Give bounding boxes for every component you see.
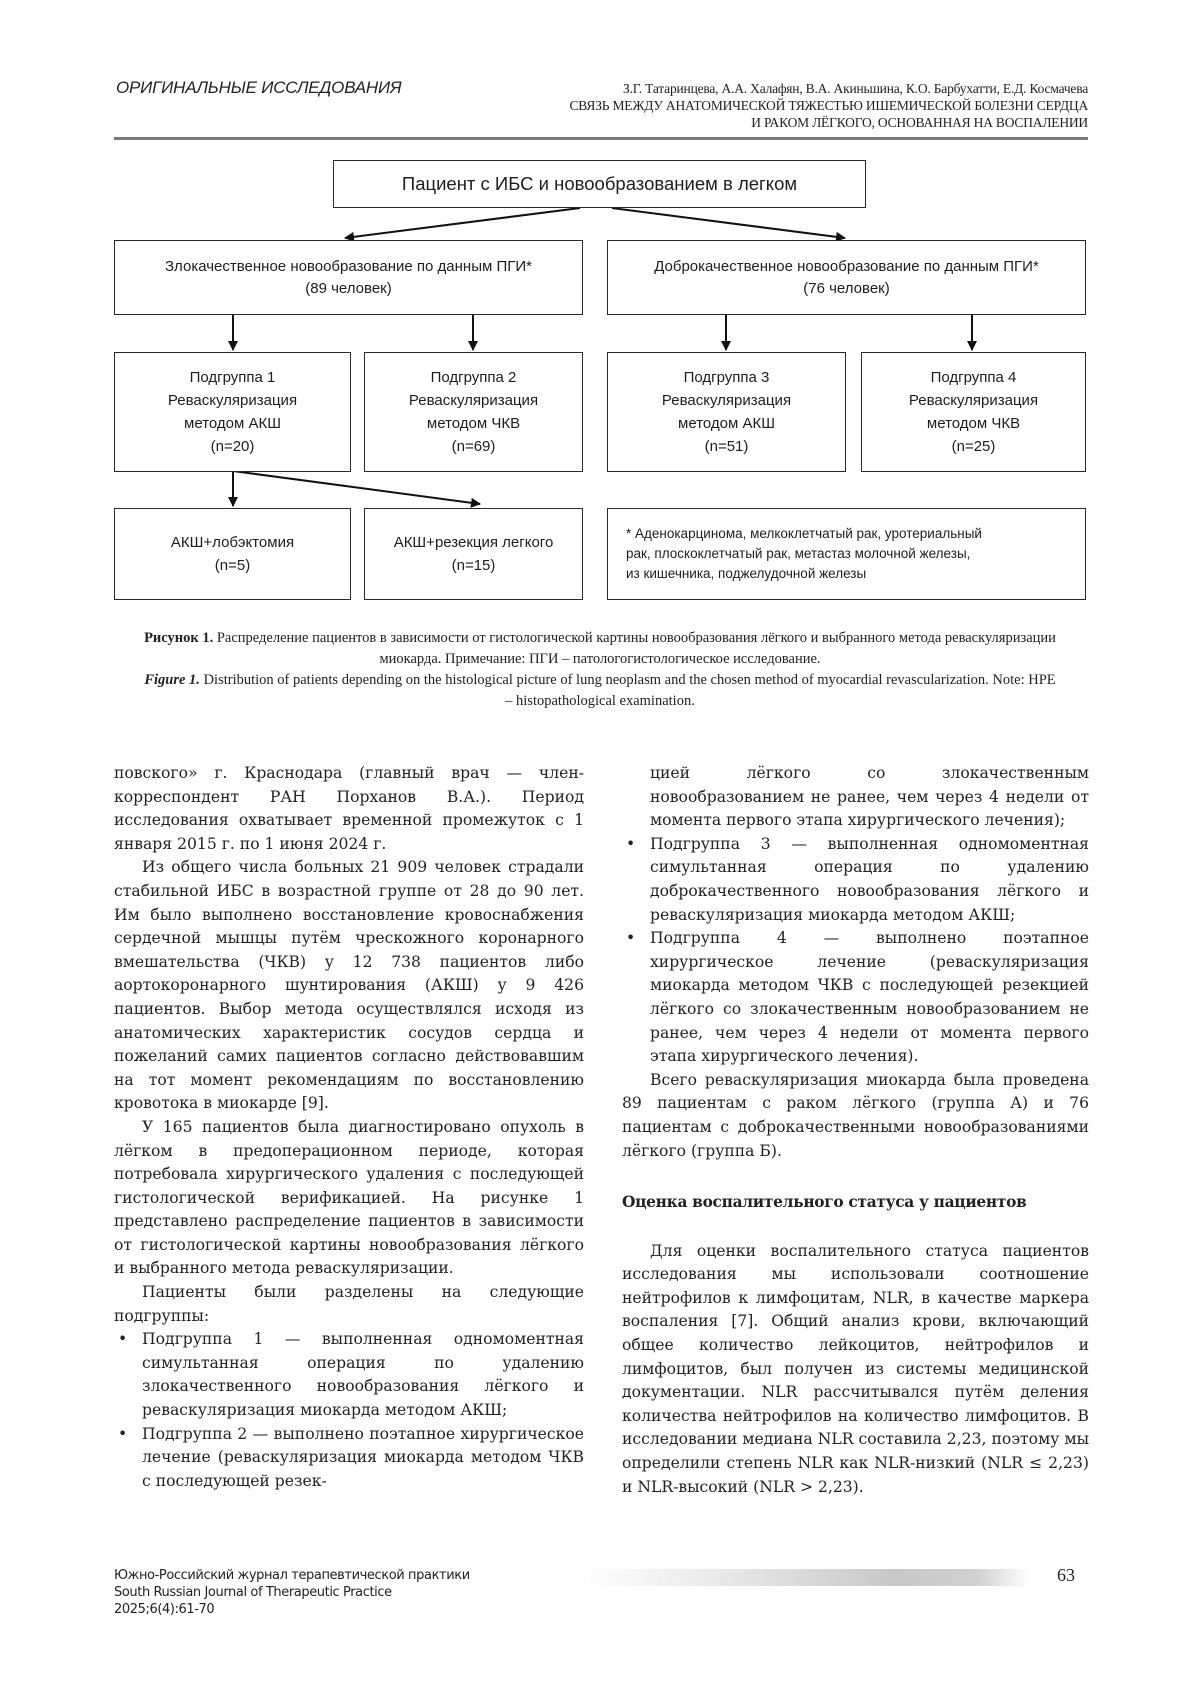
- section-label: ОРИГИНАЛЬНЫЕ ИССЛЕДОВАНИЯ: [116, 78, 402, 97]
- list-item: • Подгруппа 4 — выполнено поэтапное хирургическое лечение (реваскуляризация миокарда методом ЧКВ с последующей резекцией лёгкого со злокачественным новообразованием не ранее, чем через 4 недели от момента первого этапа хирургического лечения).: [622, 927, 1089, 1069]
- subgroup-revasc: Реваскуляризация: [661, 392, 792, 409]
- list-item-continuation: цией лёгкого со злокачественным новообразованием не ранее, чем через 4 недели от момента первого этапа хирургического лечения);: [650, 764, 1089, 830]
- benign-box: [607, 240, 1086, 315]
- running-header: [569, 80, 1088, 131]
- subgroup-method: методом ЧКВ: [926, 415, 1021, 432]
- paragraph: Из общего числа больных 21 909 человек страдали стабильной ИБС в возрастной группе от 28 до 90 лет. Им было выполнено восстановление кровоснабжения сердечной мышцы путём чрескожного коронарного вмешательства (ЧКВ) у 12 738 пациентов либо аортокоронарного шунтирования (АКШ) у 9 426 пациентов. Выбор метода осуществлялся исходя из анатомических характеристик сосудов сердца и пожеланий самих пациентов согласно действовавшим на тот момент рекомендациям по восстановлению кровотока в миокарде [9].: [114, 858, 584, 1113]
- arrow-root-to-benign: [612, 208, 845, 238]
- subgroup-n: (n=69): [451, 438, 496, 455]
- resection-box: [364, 508, 583, 600]
- procedure-n: (n=15): [451, 557, 496, 574]
- subgroup-method: методом АКШ: [184, 415, 281, 432]
- journal-citation: 2025;6(4):61-70: [114, 1602, 215, 1617]
- subgroup-list: [114, 1328, 584, 1493]
- footer-gradient-bar: [580, 1569, 1030, 1586]
- journal-name-en: South Russian Journal of Therapeutic Practice: [114, 1585, 392, 1600]
- flowchart-root-box: [333, 160, 866, 208]
- header-authors: З.Г. Татаринцева, А.А. Халафян, В.А. Акиньшина, К.О. Барбухатти, Е.Д. Космачева: [622, 81, 1088, 96]
- header-title-line1: СВЯЗЬ МЕЖДУ АНАТОМИЧЕСКОЙ ТЯЖЕСТЬЮ ИШЕМИЧЕСКОЙ БОЛЕЗНИ СЕРДЦА: [569, 98, 1088, 113]
- section-heading: Оценка воспалительного статуса у пациентов: [622, 1193, 1027, 1212]
- paragraph: Пациенты были разделены на следующие подгруппы:: [114, 1283, 584, 1325]
- subgroup-revasc: Реваскуляризация: [408, 392, 539, 409]
- list-item: • Подгруппа 2 — выполнено поэтапное хирургическое лечение (реваскуляризация миокарда методом ЧКВ с последующей резек-: [114, 1423, 584, 1494]
- subgroup-name: Подгруппа 3: [683, 369, 770, 386]
- subgroup-4-box: [861, 352, 1086, 472]
- footnote-line: * Аденокарцинома, мелкоклетчатый рак, уротериальный: [626, 526, 982, 541]
- lobectomy-box: [114, 508, 351, 600]
- header-divider: [114, 137, 1088, 140]
- subgroup-name: Подгруппа 1: [189, 369, 276, 386]
- subgroup-1-box: [114, 352, 351, 472]
- body-column-left: [114, 762, 584, 1493]
- paragraph: Всего реваскуляризация миокарда была проведена 89 пациентам с раком лёгкого (группа А) и 76 пациентам с доброкачественными новообразованиями лёгкого (группа Б).: [622, 1070, 1089, 1160]
- caption-ru-label: Рисунок 1.: [144, 630, 214, 646]
- procedure-label: АКШ+лобэктомия: [170, 534, 295, 551]
- list-item: • Подгруппа 3 — выполненная одномоментная симультанная операция по удалению доброкачественного новообразования лёгкого и реваскуляризация миокарда методом АКШ;: [622, 833, 1089, 927]
- benign-count: (76 человек): [803, 279, 890, 297]
- list-item: • Подгруппа 1 — выполненная одномоментная симультанная операция по удалению злокачественного новообразования лёгкого и реваскуляризация миокарда методом АКШ;: [114, 1328, 584, 1422]
- journal-name-ru: Южно-Российский журнал терапевтической практики: [114, 1568, 470, 1583]
- footnote-line: рак, плоскоклетчатый рак, метастаз молочной железы,: [626, 546, 971, 561]
- caption-en-text: Distribution of patients depending on the histological picture of lung neoplasm and the chosen method of myocardial revascularization. Note: HPE – histopathological examination.: [199, 672, 1056, 709]
- caption-en: [140, 670, 1060, 712]
- arrow-root-to-malignant: [345, 208, 580, 238]
- malignant-box: [114, 240, 583, 315]
- page-number: 63: [1057, 1565, 1075, 1585]
- figure-caption: [140, 628, 1060, 712]
- subgroup-n: (n=51): [704, 438, 749, 455]
- subgroup-n: (n=20): [210, 438, 255, 455]
- root-label: Пациент с ИБС и новообразованием в легком: [401, 173, 798, 194]
- body-column-right: [622, 762, 1089, 1499]
- footer-journal: [114, 1567, 470, 1618]
- subgroup-revasc: Реваскуляризация: [167, 392, 298, 409]
- procedure-n: (n=5): [214, 557, 251, 574]
- header-title-line2: И РАКОМ ЛЁГКОГО, ОСНОВАННАЯ НА ВОСПАЛЕНИИ: [751, 115, 1088, 130]
- paragraph: Для оценки воспалительного статуса пациентов исследования мы использовали соотношение нейтрофилов к лимфоцитам, NLR, в качестве маркера воспаления [7]. Общий анализ крови, включающий общее количество лейкоцитов, нейтрофилов и лимфоцитов, был получен из системы медицинской документации. NLR рассчитывался путём деления количества нейтрофилов на количество лимфоцитов. В исследовании медиана NLR составила 2,23, поэтому мы определили степень NLR как NLR-низкий (NLR ≤ 2,23) и NLR-высокий (NLR > 2,23).: [622, 1241, 1089, 1496]
- footnote-line: из кишечника, поджелудочной железы: [626, 566, 867, 581]
- caption-ru-text: Распределение пациентов в зависимости от гистологической картины новообразования лёгкого и выбранного метода реваскуляризации миокарда. Примечание: ПГИ – патологогистологическое исследование.: [213, 630, 1056, 667]
- malignant-label: Злокачественное новообразование по данным ПГИ*: [165, 257, 532, 275]
- subgroup-method: методом ЧКВ: [426, 415, 521, 432]
- subgroup-list: [622, 833, 1089, 1069]
- caption-ru: [140, 628, 1060, 670]
- subgroup-revasc: Реваскуляризация: [908, 392, 1039, 409]
- benign-label: Доброкачественное новообразование по данным ПГИ*: [654, 257, 1039, 275]
- paragraph: У 165 пациентов была диагностировано опухоль в лёгком в предоперационном периоде, которая потребовала хирургического удаления с последующей гистологической верификацией. На рисунке 1 представлено распределение пациентов в зависимости от гистологической картины новообразования лёгкого и выбранного метода реваскуляризации.: [114, 1117, 584, 1278]
- subgroup-name: Подгруппа 4: [930, 369, 1017, 386]
- subgroup-method: методом АКШ: [678, 415, 775, 432]
- subgroup-n: (n=25): [951, 438, 996, 455]
- arrow-subgroup-1-to-resection: [233, 471, 480, 504]
- subgroup-2-box: [364, 352, 583, 472]
- malignant-count: (89 человек): [305, 279, 392, 297]
- procedure-label: АКШ+резекция легкого: [393, 534, 554, 551]
- footnote-box: [607, 508, 1086, 600]
- subgroup-3-box: [607, 352, 846, 472]
- paragraph: повского» г. Краснодара (главный врач — член-корреспондент РАН Порханов В.А.). Период исследования охватывает временной промежуток с 1 января 2015 г. по 1 июня 2024 г.: [114, 764, 584, 853]
- subgroup-name: Подгруппа 2: [430, 369, 517, 386]
- caption-en-label: Figure 1.: [144, 672, 200, 688]
